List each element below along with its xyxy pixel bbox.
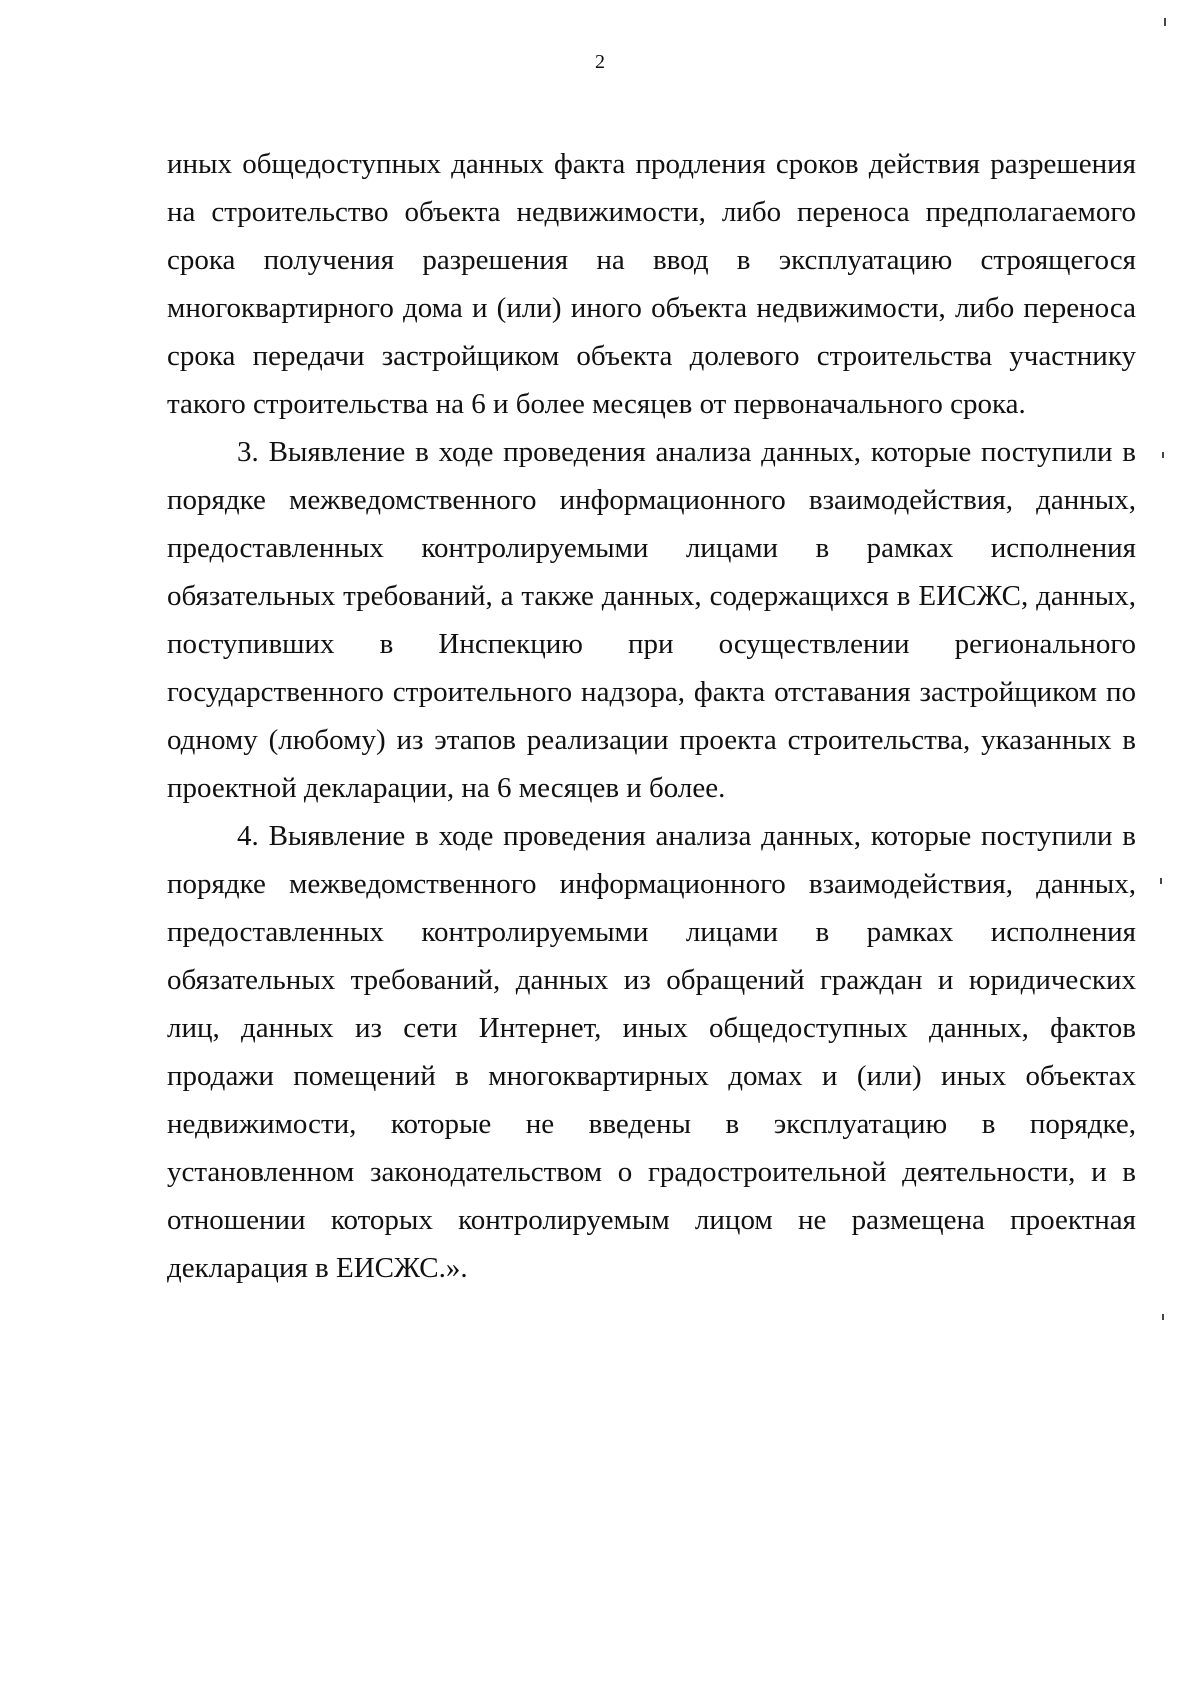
scan-speck (1162, 452, 1164, 458)
scan-speck (1164, 18, 1166, 26)
paragraph-continuation: иных общедоступных данных факта продления сроков действия разрешения на строительство объекта недвижимости, либо переноса предполагаемого срока получения разрешения на ввод в эксплуатацию строящегося многоквартирного дома и (или) иного объекта недвижимости, либо переноса срока передачи застройщиком объекта долевого строительства участнику такого строительства на 6 и более месяцев от первоначального срока. (167, 148, 1136, 420)
scan-speck (1162, 1314, 1164, 1320)
page-number: 2 (595, 51, 605, 73)
document-body (167, 140, 1136, 1292)
scan-speck (1160, 878, 1162, 884)
paragraph-item-4: 4. Выявление в ходе проведения анализа данных, которые поступили в порядке межведомственного информационного взаимодействия, данных, предоставленных контролируемыми лицами в рамках исполнения обязательных требований, данных из обращений граждан и юридических лиц, данных из сети Интернет, иных общедоступных данных, фактов продажи помещений в многоквартирных домах и (или) иных объектах недвижимости, которые не введены в эксплуатацию в порядке, установленном законодательством о градостроительной деятельности, и в отношении которых контролируемым лицом не размещена проектная декларация в ЕИСЖС.». (167, 820, 1136, 1284)
paragraph-item-3: 3. Выявление в ходе проведения анализа данных, которые поступили в порядке межведомственного информационного взаимодействия, данных, предоставленных контролируемыми лицами в рамках исполнения обязательных требований, а также данных, содержащихся в ЕИСЖС, данных, поступивших в Инспекцию при осуществлении регионального государственного строительного надзора, факта отставания застройщиком по одному (любому) из этапов реализации проекта строительства, указанных в проектной декларации, на 6 месяцев и более. (167, 436, 1136, 804)
